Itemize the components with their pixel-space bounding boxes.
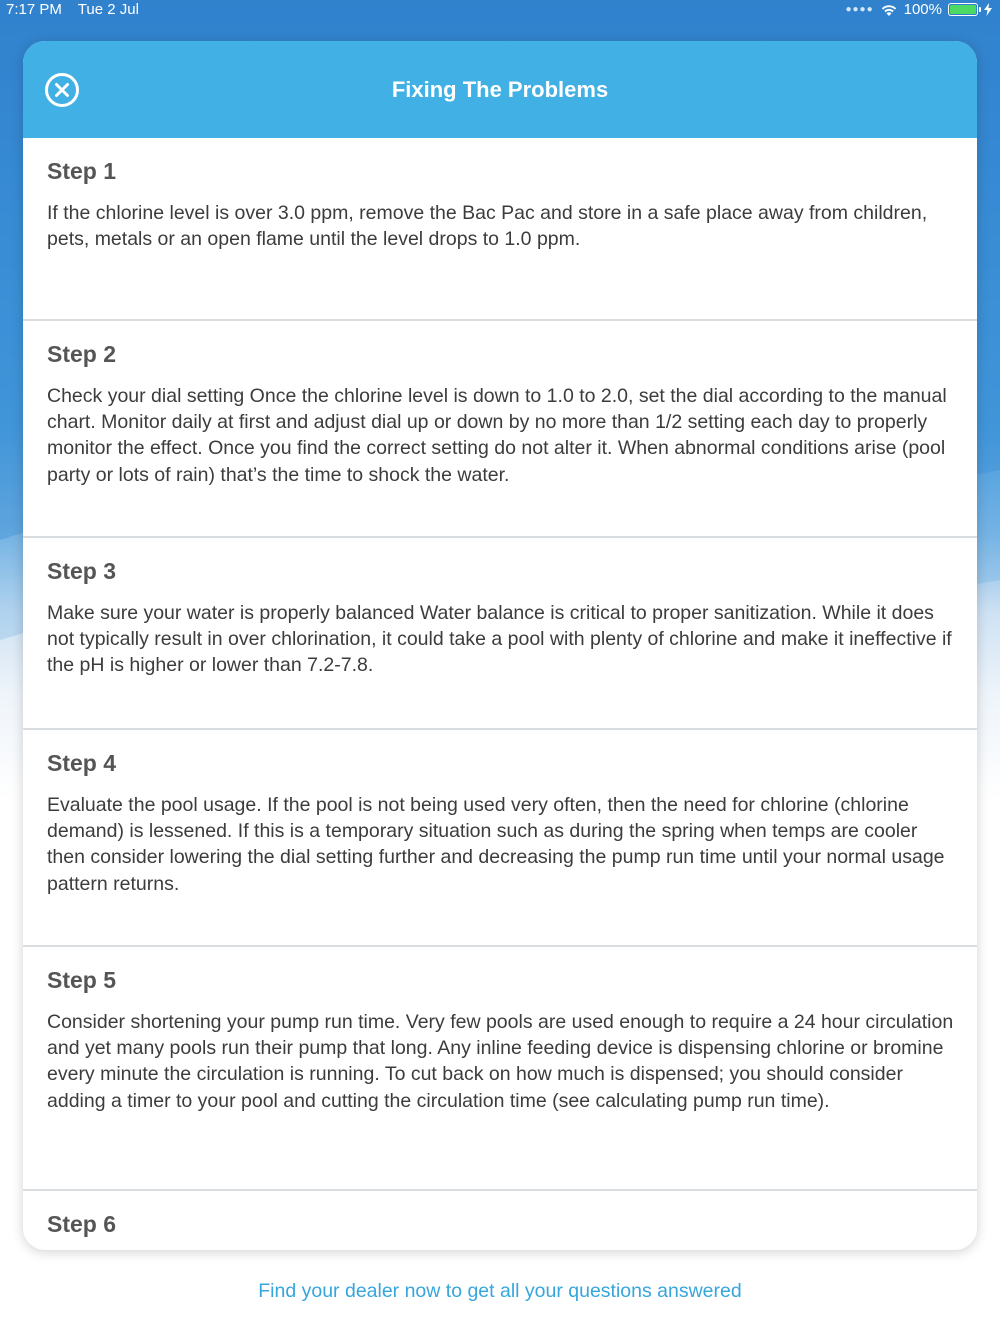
modal-header [23, 41, 977, 138]
step-body: Make sure your water is properly balanced Water balance is critical to proper sanitization. While it does not typically result in over chlorination, it could take a pool with plenty of chlorine and make it ineffective if the pH is higher or lower than 7.2-7.8. [47, 602, 952, 677]
battery-fill [950, 5, 976, 14]
step-body: Consider shortening your pump run time. Very few pools are used enough to require a 24 hour circulation and yet many pools run their pump that long. Any inline feeding device is dispensing chlorine or bromine every minute the circulation is running. To cut back on how much is dispensed; you should consider adding a timer to your pool and cutting the circulation time (see calculating pump run time). [47, 1011, 954, 1112]
battery-icon [948, 3, 978, 16]
status-bar [0, 0, 1000, 20]
wifi-icon [880, 3, 898, 17]
battery-cap [979, 7, 981, 12]
battery-percent: 100% [903, 1, 942, 18]
step-title: Step 2 [47, 341, 117, 367]
charging-bolt-icon [984, 3, 992, 16]
step-body: If the chlorine level is over 3.0 ppm, remove the Bac Pac and store in a safe place away from children, pets, metals or an open flame until the level drops to 1.0 ppm. [47, 202, 928, 251]
find-dealer-link[interactable]: Find your dealer now to get all your questions answered [258, 1280, 742, 1302]
step-title: Step 5 [47, 967, 117, 993]
step-card [23, 321, 977, 538]
step-body: Evaluate the pool usage. If the pool is not being used very often, then the need for chlorine (chlorine demand) is lessened. If this is a temporary situation such as during the spring when temps are cooler then consider lowering the dial setting further and decreasing the pump run time until your normal usage pattern returns. [47, 794, 945, 895]
steps-list[interactable] [23, 138, 977, 1250]
step-card [23, 538, 977, 730]
modal-card [23, 41, 977, 1250]
step-title: Step 3 [47, 558, 117, 584]
step-title: Step 6 [47, 1211, 117, 1237]
step-card [23, 1191, 977, 1250]
step-card [23, 947, 977, 1191]
step-title: Step 1 [47, 158, 117, 184]
modal-title: Fixing The Problems [391, 77, 609, 102]
status-date: Tue 2 Jul [77, 1, 139, 18]
step-title: Step 4 [47, 750, 117, 776]
step-card [23, 138, 977, 321]
close-circle-icon[interactable] [44, 72, 80, 108]
signal-dots-icon: ●●●● [845, 4, 874, 15]
status-left [6, 1, 151, 18]
status-right [845, 1, 992, 18]
status-time: 7:17 PM [6, 1, 62, 18]
step-card [23, 730, 977, 947]
step-body: Check your dial setting Once the chlorine level is down to 1.0 to 2.0, set the dial according to the manual chart. Monitor daily at first and adjust dial up or down by no more than 1/2 setting each day to properly monitor the effect. Once you find the correct setting do not alter it. When abnormal conditions arise (pool party or lots of rain) that’s the time to shock the water. [47, 385, 947, 486]
